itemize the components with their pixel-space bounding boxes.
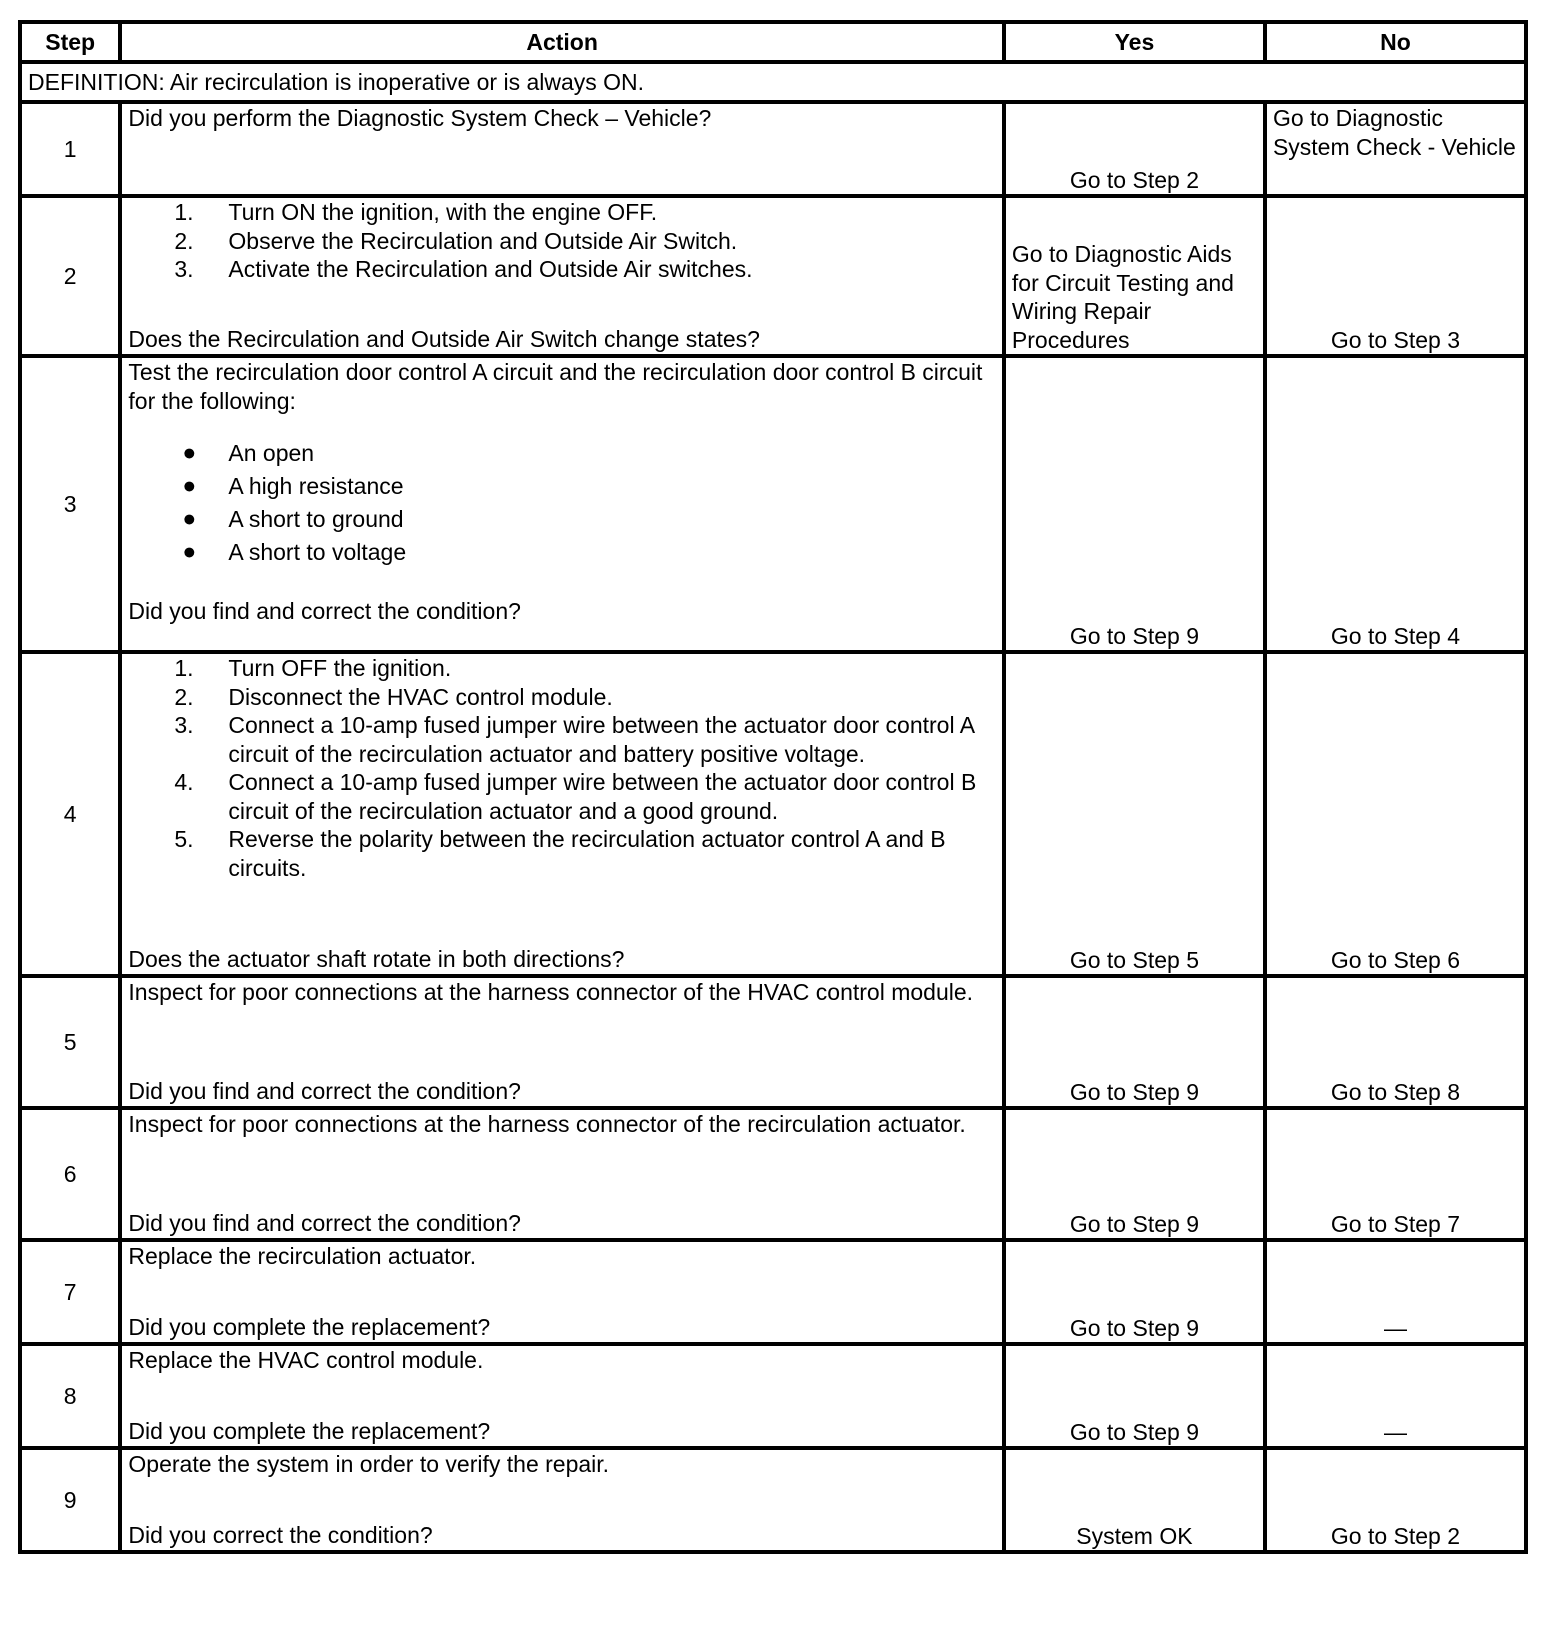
yes-cell: Go to Step 2 (1004, 102, 1265, 196)
table-row (20, 1108, 1526, 1240)
step-number: 4 (20, 652, 120, 976)
list-item: 2. Disconnect the HVAC control module. (174, 683, 613, 710)
action-intro: Test the recirculation door control A circuit and the recirculation door control B circuit for the following: (128, 359, 983, 414)
action-cell (120, 1240, 1004, 1344)
table-row (20, 356, 1526, 652)
step-number: 1 (20, 102, 120, 196)
action-question: Does the actuator shaft rotate in both directions? (128, 945, 625, 972)
header-no: No (1265, 22, 1526, 62)
table-row (20, 976, 1526, 1108)
step-number: 9 (20, 1448, 120, 1552)
action-intro: Replace the recirculation actuator. (128, 1243, 477, 1269)
list-item: 4. Connect a 10-amp fused jumper wire between the actuator door control B circuit of the recirculation actuator and a good ground. (174, 769, 977, 824)
no-cell: Go to Step 2 (1265, 1448, 1526, 1552)
action-steps (128, 654, 996, 882)
action-question: Did you complete the replacement? (128, 1313, 491, 1340)
no-cell: Go to Step 8 (1265, 976, 1526, 1108)
action-question: Does the Recirculation and Outside Air Switch change states? (128, 325, 760, 352)
table-row (20, 1240, 1526, 1344)
step-number: 2 (20, 196, 120, 356)
step-number: 3 (20, 356, 120, 652)
yes-cell: Go to Diagnostic Aids for Circuit Testing and Wiring Repair Procedures (1004, 196, 1265, 356)
list-item: 1. Turn ON the ignition, with the engine OFF. (174, 199, 658, 225)
header-step: Step (20, 22, 120, 62)
no-cell: Go to Diagnostic System Check - Vehicle (1265, 102, 1526, 196)
action-cell (120, 1448, 1004, 1552)
yes-cell: Go to Step 9 (1004, 1240, 1265, 1344)
action-question: Did you find and correct the condition? (128, 1077, 521, 1104)
table-row (20, 652, 1526, 976)
list-item: ● A high resistance (182, 472, 404, 499)
action-cell (120, 976, 1004, 1108)
yes-cell: Go to Step 9 (1004, 1344, 1265, 1448)
definition-text: DEFINITION: Air recirculation is inoperative or is always ON. (20, 62, 1526, 102)
step-number: 6 (20, 1108, 120, 1240)
no-cell: Go to Step 7 (1265, 1108, 1526, 1240)
action-question: Did you complete the replacement? (128, 1417, 491, 1444)
yes-cell: Go to Step 5 (1004, 652, 1265, 976)
action-cell (120, 652, 1004, 976)
step-number: 7 (20, 1240, 120, 1344)
step-number: 5 (20, 976, 120, 1108)
list-item: 5. Reverse the polarity between the recirculation actuator control A and B circuits. (174, 826, 946, 881)
action-intro: Did you perform the Diagnostic System Check – Vehicle? (128, 105, 712, 131)
action-intro: Inspect for poor connections at the harness connector of the recirculation actuator. (128, 1111, 966, 1137)
action-cell (120, 102, 1004, 196)
list-item: ● A short to ground (182, 505, 404, 532)
action-intro: Inspect for poor connections at the harness connector of the HVAC control module. (128, 979, 974, 1005)
action-cell (120, 1344, 1004, 1448)
action-cell (120, 1108, 1004, 1240)
list-item: 1. Turn OFF the ignition. (174, 655, 452, 681)
no-cell: Go to Step 6 (1265, 652, 1526, 976)
table-row (20, 102, 1526, 196)
action-question: Did you correct the condition? (128, 1521, 433, 1548)
action-cell (120, 196, 1004, 356)
action-cell (120, 356, 1004, 652)
action-question: Did you find and correct the condition? (128, 1209, 521, 1236)
action-bullets (128, 439, 996, 571)
list-item: 3. Connect a 10-amp fused jumper wire between the actuator door control A circuit of the recirculation actuator and battery positive voltage. (174, 712, 974, 767)
no-cell: Go to Step 4 (1265, 356, 1526, 652)
table-row (20, 1344, 1526, 1448)
action-steps (128, 198, 996, 284)
list-item: ● An open (182, 439, 315, 466)
yes-cell: System OK (1004, 1448, 1265, 1552)
no-cell: Go to Step 3 (1265, 196, 1526, 356)
header-row (20, 22, 1526, 62)
header-action: Action (120, 22, 1004, 62)
header-yes: Yes (1004, 22, 1265, 62)
definition-row (20, 62, 1526, 102)
yes-cell: Go to Step 9 (1004, 356, 1265, 652)
action-intro: Operate the system in order to verify the repair. (128, 1451, 610, 1477)
step-number: 8 (20, 1344, 120, 1448)
list-item: ● A short to voltage (182, 538, 407, 565)
list-item: 2. Observe the Recirculation and Outside Air Switch. (174, 227, 738, 254)
action-intro: Replace the HVAC control module. (128, 1347, 484, 1373)
list-item: 3. Activate the Recirculation and Outside Air switches. (174, 256, 753, 282)
no-cell: — (1265, 1240, 1526, 1344)
action-question: Did you find and correct the condition? (128, 598, 521, 624)
no-cell: — (1265, 1344, 1526, 1448)
table-row (20, 1448, 1526, 1552)
diagnostic-table (18, 20, 1528, 1554)
table-row (20, 196, 1526, 356)
yes-cell: Go to Step 9 (1004, 1108, 1265, 1240)
yes-cell: Go to Step 9 (1004, 976, 1265, 1108)
